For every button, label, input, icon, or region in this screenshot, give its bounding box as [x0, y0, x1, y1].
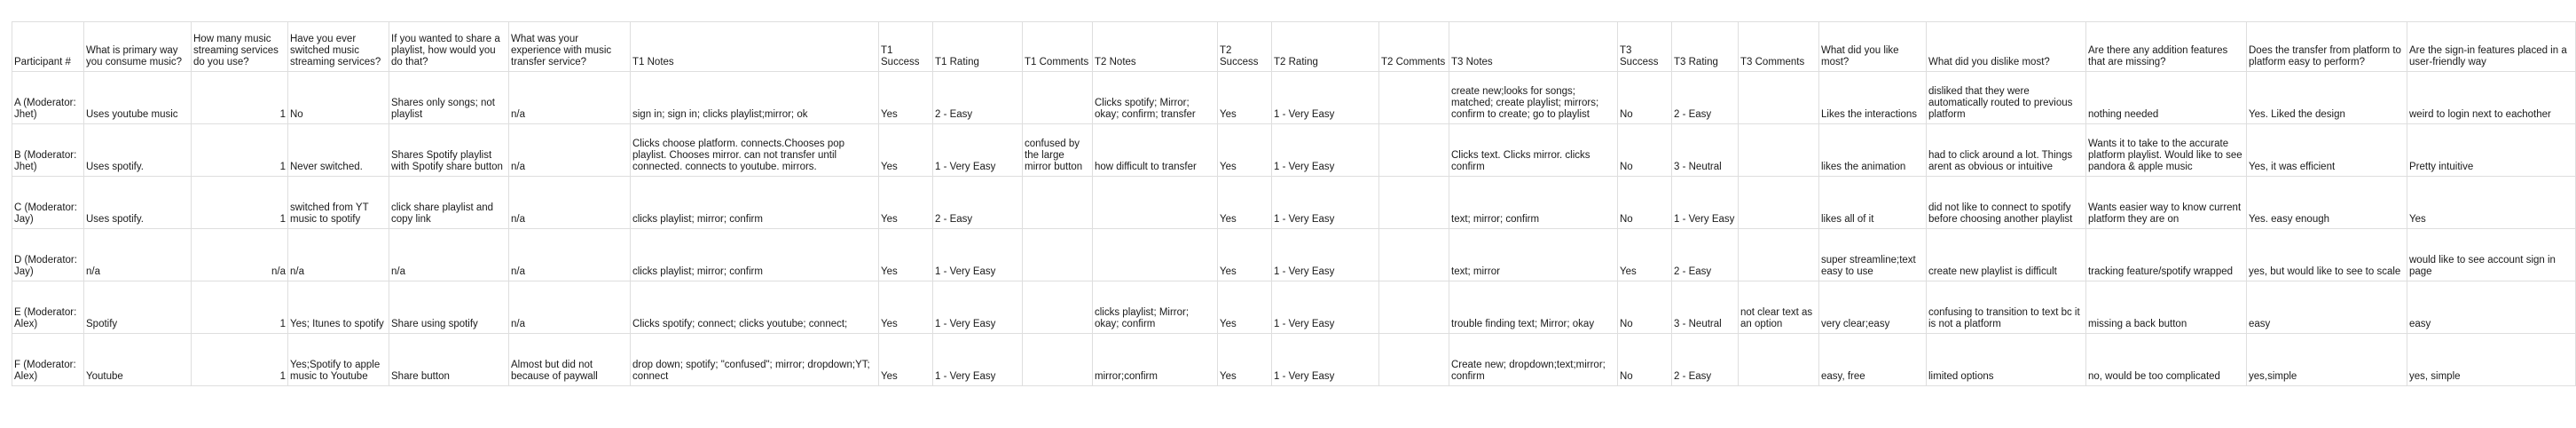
cell-liked-most[interactable]: easy, free: [1819, 334, 1927, 386]
cell-t2-comments[interactable]: [1379, 124, 1449, 177]
cell-t1-comments[interactable]: [1023, 281, 1093, 334]
header-share-playlist[interactable]: If you wanted to share a playlist, how would you do that?: [389, 22, 509, 72]
cell-t3-notes[interactable]: text; mirror; confirm: [1449, 177, 1618, 229]
header-participant[interactable]: Participant #: [12, 22, 84, 72]
cell-participant[interactable]: A (Moderator: Jhet): [12, 72, 84, 124]
cell-t2-notes[interactable]: [1093, 229, 1218, 281]
cell-t2-rating[interactable]: 1 - Very Easy: [1272, 281, 1379, 334]
cell-participant[interactable]: D (Moderator: Jay): [12, 229, 84, 281]
header-t3-comments[interactable]: T3 Comments: [1739, 22, 1819, 72]
cell-transfer-easy[interactable]: Yes. Liked the design: [2247, 72, 2407, 124]
cell-t1-comments[interactable]: [1023, 72, 1093, 124]
cell-primary-way[interactable]: Uses youtube music: [84, 72, 192, 124]
cell-missing-features[interactable]: nothing needed: [2086, 72, 2247, 124]
cell-missing-features[interactable]: missing a back button: [2086, 281, 2247, 334]
cell-t3-comments[interactable]: [1739, 334, 1819, 386]
cell-t3-success[interactable]: No: [1618, 124, 1672, 177]
cell-t3-rating[interactable]: 2 - Easy: [1672, 72, 1739, 124]
header-disliked-most[interactable]: What did you dislike most?: [1927, 22, 2086, 72]
table-row: [12, 229, 2576, 281]
cell-missing-features[interactable]: tracking feature/spotify wrapped: [2086, 229, 2247, 281]
cell-t3-notes[interactable]: text; mirror: [1449, 229, 1618, 281]
header-transfer-experience[interactable]: What was your experience with music transfer service?: [509, 22, 631, 72]
cell-t2-success[interactable]: Yes: [1218, 177, 1272, 229]
cell-t1-success[interactable]: Yes: [879, 177, 933, 229]
header-missing-features[interactable]: Are there any addition features that are missing?: [2086, 22, 2247, 72]
cell-t1-comments[interactable]: [1023, 229, 1093, 281]
cell-transfer-easy[interactable]: Yes. easy enough: [2247, 177, 2407, 229]
cell-t2-success[interactable]: Yes: [1218, 281, 1272, 334]
cell-t3-rating[interactable]: 2 - Easy: [1672, 334, 1739, 386]
cell-t3-success[interactable]: No: [1618, 281, 1672, 334]
cell-t2-rating[interactable]: 1 - Very Easy: [1272, 177, 1379, 229]
cell-primary-way[interactable]: n/a: [84, 229, 192, 281]
cell-liked-most[interactable]: Likes the interactions: [1819, 72, 1927, 124]
header-primary-way[interactable]: What is primary way you consume music?: [84, 22, 192, 72]
header-t1-success[interactable]: T1 Success: [879, 22, 933, 72]
cell-t2-rating[interactable]: 1 - Very Easy: [1272, 229, 1379, 281]
cell-transfer-experience[interactable]: n/a: [509, 124, 631, 177]
cell-share-playlist[interactable]: Shares only songs; not playlist: [389, 72, 509, 124]
cell-t1-comments[interactable]: confused by the large mirror button: [1023, 124, 1093, 177]
cell-transfer-easy[interactable]: easy: [2247, 281, 2407, 334]
cell-t2-rating[interactable]: 1 - Very Easy: [1272, 334, 1379, 386]
cell-t1-notes[interactable]: drop down; spotify; "confused"; mirror; dropdown;YT; connect: [631, 334, 879, 386]
cell-t3-comments[interactable]: [1739, 124, 1819, 177]
cell-t3-success[interactable]: No: [1618, 177, 1672, 229]
cell-t3-rating[interactable]: 1 - Very Easy: [1672, 177, 1739, 229]
cell-share-playlist[interactable]: Shares Spotify playlist with Spotify share button: [389, 124, 509, 177]
cell-t3-success[interactable]: No: [1618, 334, 1672, 386]
cell-t3-comments[interactable]: [1739, 177, 1819, 229]
cell-t2-comments[interactable]: [1379, 72, 1449, 124]
cell-t1-comments[interactable]: [1023, 334, 1093, 386]
cell-sign-in-placement[interactable]: weird to login next to eachother: [2407, 72, 2576, 124]
cell-sign-in-placement[interactable]: easy: [2407, 281, 2576, 334]
cell-disliked-most[interactable]: create new playlist is difficult: [1927, 229, 2086, 281]
cell-primary-way[interactable]: Spotify: [84, 281, 192, 334]
cell-t2-notes[interactable]: Clicks spotify; Mirror; okay; confirm; transfer: [1093, 72, 1218, 124]
header-switched-services[interactable]: Have you ever switched music streaming services?: [288, 22, 389, 72]
cell-t2-success[interactable]: Yes: [1218, 334, 1272, 386]
cell-t3-notes[interactable]: trouble finding text; Mirror; okay: [1449, 281, 1618, 334]
cell-t1-success[interactable]: Yes: [879, 72, 933, 124]
cell-sign-in-placement[interactable]: would like to see account sign in page: [2407, 229, 2576, 281]
cell-t1-rating[interactable]: 1 - Very Easy: [933, 124, 1023, 177]
table-row: [12, 124, 2576, 177]
cell-how-many-services[interactable]: 1: [192, 177, 288, 229]
cell-primary-way[interactable]: Uses spotify.: [84, 177, 192, 229]
cell-transfer-experience[interactable]: n/a: [509, 281, 631, 334]
header-transfer-easy[interactable]: Does the transfer from platform to platform easy to perform?: [2247, 22, 2407, 72]
cell-disliked-most[interactable]: confusing to transition to text bc it is not a platform: [1927, 281, 2086, 334]
cell-t2-notes[interactable]: clicks playlist; Mirror; okay; confirm: [1093, 281, 1218, 334]
cell-missing-features[interactable]: Wants easier way to know current platform they are on: [2086, 177, 2247, 229]
cell-share-playlist[interactable]: Share button: [389, 334, 509, 386]
cell-t1-rating[interactable]: 1 - Very Easy: [933, 281, 1023, 334]
cell-participant[interactable]: B (Moderator: Jhet): [12, 124, 84, 177]
cell-t3-notes[interactable]: Clicks text. Clicks mirror. clicks confirm: [1449, 124, 1618, 177]
cell-t2-notes[interactable]: mirror;confirm: [1093, 334, 1218, 386]
cell-missing-features[interactable]: no, would be too complicated: [2086, 334, 2247, 386]
cell-t2-comments[interactable]: [1379, 334, 1449, 386]
cell-sign-in-placement[interactable]: Yes: [2407, 177, 2576, 229]
cell-switched-services[interactable]: Never switched.: [288, 124, 389, 177]
cell-share-playlist[interactable]: Share using spotify: [389, 281, 509, 334]
cell-how-many-services[interactable]: 1: [192, 334, 288, 386]
cell-liked-most[interactable]: super streamline;text easy to use: [1819, 229, 1927, 281]
cell-sign-in-placement[interactable]: yes, simple: [2407, 334, 2576, 386]
cell-t3-notes[interactable]: create new;looks for songs; matched; create playlist; mirrors; confirm to create; go to playlist: [1449, 72, 1618, 124]
cell-how-many-services[interactable]: 1: [192, 72, 288, 124]
cell-transfer-easy[interactable]: yes, but would like to see to scale: [2247, 229, 2407, 281]
cell-t2-comments[interactable]: [1379, 177, 1449, 229]
table-row: [12, 281, 2576, 334]
cell-participant[interactable]: E (Moderator: Alex): [12, 281, 84, 334]
cell-t1-success[interactable]: Yes: [879, 229, 933, 281]
cell-t2-notes[interactable]: how difficult to transfer: [1093, 124, 1218, 177]
cell-t2-rating[interactable]: 1 - Very Easy: [1272, 72, 1379, 124]
cell-share-playlist[interactable]: click share playlist and copy link: [389, 177, 509, 229]
cell-t3-success[interactable]: Yes: [1618, 229, 1672, 281]
cell-transfer-easy[interactable]: Yes, it was efficient: [2247, 124, 2407, 177]
cell-t3-comments[interactable]: [1739, 229, 1819, 281]
cell-t3-rating[interactable]: 3 - Neutral: [1672, 281, 1739, 334]
cell-t1-rating[interactable]: 2 - Easy: [933, 177, 1023, 229]
header-t3-success[interactable]: T3 Success: [1618, 22, 1672, 72]
cell-t2-success[interactable]: Yes: [1218, 124, 1272, 177]
cell-t3-success[interactable]: No: [1618, 72, 1672, 124]
cell-primary-way[interactable]: Uses spotify.: [84, 124, 192, 177]
cell-how-many-services[interactable]: 1: [192, 281, 288, 334]
header-t2-rating[interactable]: T2 Rating: [1272, 22, 1379, 72]
cell-t3-notes[interactable]: Create new; dropdown;text;mirror; confirm: [1449, 334, 1618, 386]
header-t1-notes[interactable]: T1 Notes: [631, 22, 879, 72]
cell-primary-way[interactable]: Youtube: [84, 334, 192, 386]
cell-sign-in-placement[interactable]: Pretty intuitive: [2407, 124, 2576, 177]
cell-t1-rating[interactable]: 1 - Very Easy: [933, 334, 1023, 386]
cell-share-playlist[interactable]: n/a: [389, 229, 509, 281]
cell-t1-notes[interactable]: clicks playlist; mirror; confirm: [631, 177, 879, 229]
cell-t1-rating[interactable]: 2 - Easy: [933, 72, 1023, 124]
cell-transfer-easy[interactable]: yes,simple: [2247, 334, 2407, 386]
table-row: [12, 334, 2576, 386]
cell-t2-rating[interactable]: 1 - Very Easy: [1272, 124, 1379, 177]
header-row: [12, 22, 2576, 72]
cell-how-many-services[interactable]: 1: [192, 124, 288, 177]
cell-switched-services[interactable]: switched from YT music to spotify: [288, 177, 389, 229]
header-how-many-services[interactable]: How many music streaming services do you use?: [192, 22, 288, 72]
survey-spreadsheet: [12, 21, 2576, 386]
cell-t2-success[interactable]: Yes: [1218, 72, 1272, 124]
cell-t1-rating[interactable]: 1 - Very Easy: [933, 229, 1023, 281]
cell-liked-most[interactable]: likes the animation: [1819, 124, 1927, 177]
header-t2-success[interactable]: T2 Success: [1218, 22, 1272, 72]
cell-t1-comments[interactable]: [1023, 177, 1093, 229]
cell-transfer-experience[interactable]: Almost but did not because of paywall: [509, 334, 631, 386]
cell-t2-notes[interactable]: [1093, 177, 1218, 229]
cell-participant[interactable]: C (Moderator: Jay): [12, 177, 84, 229]
cell-t1-success[interactable]: Yes: [879, 334, 933, 386]
cell-switched-services[interactable]: No: [288, 72, 389, 124]
cell-liked-most[interactable]: very clear;easy: [1819, 281, 1927, 334]
cell-switched-services[interactable]: Yes;Spotify to apple music to Youtube: [288, 334, 389, 386]
header-sign-in-placement[interactable]: Are the sign-in features placed in a user-friendly way: [2407, 22, 2576, 72]
cell-missing-features[interactable]: Wants it to take to the accurate platform playlist. Would like to see pandora & apple music: [2086, 124, 2247, 177]
cell-switched-services[interactable]: Yes; Itunes to spotify: [288, 281, 389, 334]
cell-t3-rating[interactable]: 2 - Easy: [1672, 229, 1739, 281]
header-t2-notes[interactable]: T2 Notes: [1093, 22, 1218, 72]
cell-disliked-most[interactable]: disliked that they were automatically routed to previous platform: [1927, 72, 2086, 124]
cell-transfer-experience[interactable]: n/a: [509, 229, 631, 281]
cell-transfer-experience[interactable]: n/a: [509, 72, 631, 124]
cell-t1-success[interactable]: Yes: [879, 124, 933, 177]
cell-t2-comments[interactable]: [1379, 229, 1449, 281]
header-liked-most[interactable]: What did you like most?: [1819, 22, 1927, 72]
sheet-body: [12, 72, 2576, 386]
cell-t3-comments[interactable]: not clear text as an option: [1739, 281, 1819, 334]
cell-t1-notes[interactable]: Clicks choose platform. connects.Chooses pop playlist. Chooses mirror. can not transfer until connected. connects to youtube. mirrors.: [631, 124, 879, 177]
cell-participant[interactable]: F (Moderator: Alex): [12, 334, 84, 386]
cell-disliked-most[interactable]: did not like to connect to spotify before choosing another playlist: [1927, 177, 2086, 229]
header-t2-comments[interactable]: T2 Comments: [1379, 22, 1449, 72]
cell-liked-most[interactable]: likes all of it: [1819, 177, 1927, 229]
cell-t3-comments[interactable]: [1739, 72, 1819, 124]
cell-switched-services[interactable]: n/a: [288, 229, 389, 281]
cell-t3-rating[interactable]: 3 - Neutral: [1672, 124, 1739, 177]
header-t1-comments[interactable]: T1 Comments: [1023, 22, 1093, 72]
header-t3-notes[interactable]: T3 Notes: [1449, 22, 1618, 72]
cell-disliked-most[interactable]: limited options: [1927, 334, 2086, 386]
header-t3-rating[interactable]: T3 Rating: [1672, 22, 1739, 72]
header-row-group: [12, 22, 2576, 72]
cell-transfer-experience[interactable]: n/a: [509, 177, 631, 229]
cell-t1-notes[interactable]: sign in; sign in; clicks playlist;mirror; ok: [631, 72, 879, 124]
cell-disliked-most[interactable]: had to click around a lot. Things arent as obvious or intuitive: [1927, 124, 2086, 177]
table-row: [12, 177, 2576, 229]
cell-t2-comments[interactable]: [1379, 281, 1449, 334]
table-row: [12, 72, 2576, 124]
cell-t1-notes[interactable]: Clicks spotify; connect; clicks youtube; connect;: [631, 281, 879, 334]
cell-t1-notes[interactable]: clicks playlist; mirror; confirm: [631, 229, 879, 281]
cell-t1-success[interactable]: Yes: [879, 281, 933, 334]
cell-t2-success[interactable]: Yes: [1218, 229, 1272, 281]
cell-how-many-services[interactable]: n/a: [192, 229, 288, 281]
header-t1-rating[interactable]: T1 Rating: [933, 22, 1023, 72]
